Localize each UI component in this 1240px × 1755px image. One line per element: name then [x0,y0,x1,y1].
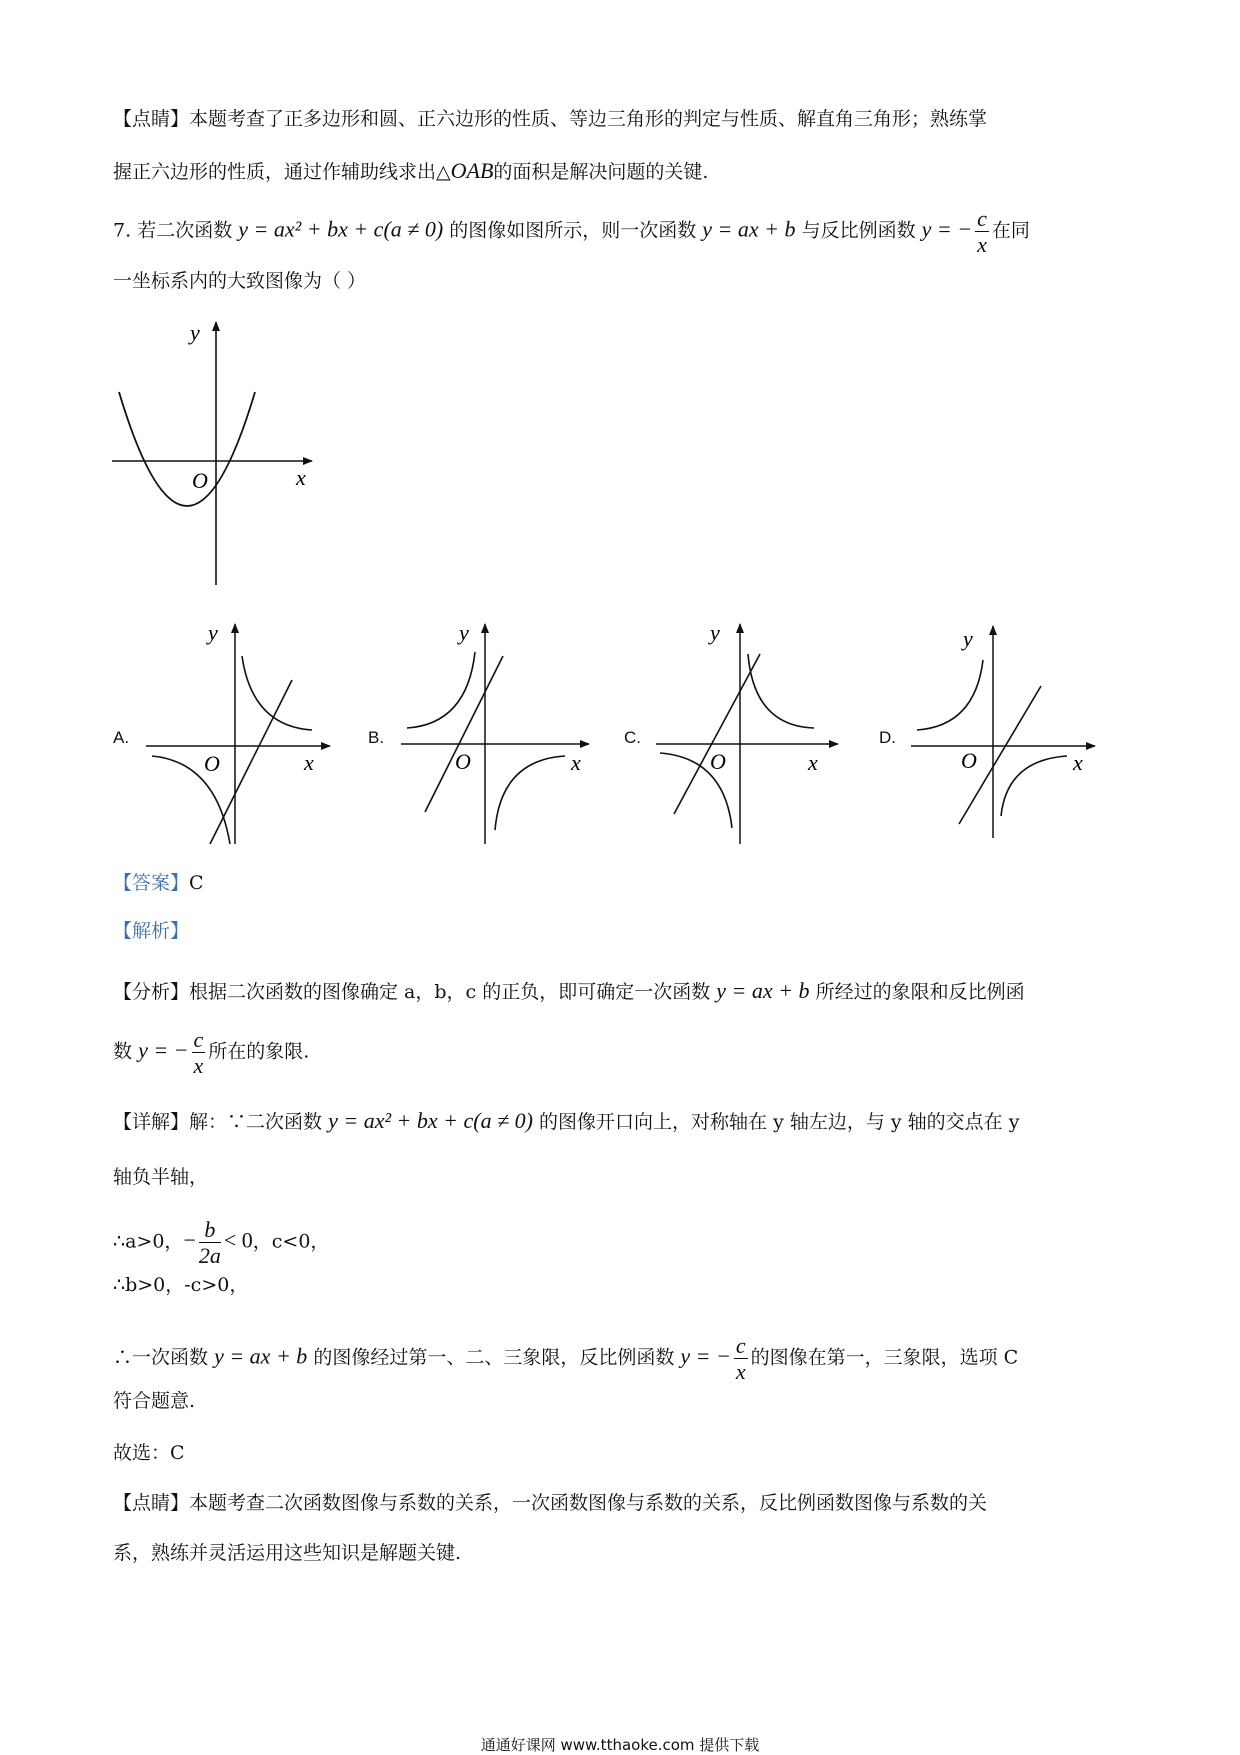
quadratic-condition: (a ≠ 0) [383,216,444,242]
detail-line6: 符合题意. [113,1390,196,1412]
detail-line2: 轴负半轴， [113,1166,209,1188]
option-a-label: A. [113,728,130,747]
hyperbola-branch-q1 [242,656,312,730]
page-footer: 通通好课网 www.tthaoke.com 提供下载 [480,1736,760,1754]
detail-line3a: ∴a>0， [113,1230,184,1253]
linear-equation: y = ax + b [702,216,796,242]
analysis-text4: 所在的象限. [208,1040,310,1063]
answer-tag: 【答案】 [113,872,190,894]
prev-comment-text1: 本题考查了正多边形和圆、正六边形的性质、等边三角形的判定与性质、解直角三角形；熟练掌 [189,108,988,130]
origin-label: O [204,751,220,776]
detail-line5 [113,1334,1133,1383]
y-label: y [208,620,218,645]
question-end: 在同 [991,219,1030,242]
fraction-denominator: x [735,1359,746,1385]
prev-comment-math: OAB [450,158,494,183]
analysis-line2 [113,1028,1133,1077]
x-label: x [296,465,306,490]
detail-text2: 的图像开口向上，对称轴在 y 轴左边，与 y 轴的交点在 y [539,1111,1020,1133]
option-c-graph [650,618,860,848]
detail-line5c: 的图像在第一，三象限，选项 C [750,1346,1019,1369]
question-number: 7. [113,219,132,242]
hyperbola-branch-q2 [407,652,475,728]
analysis-text2: 所经过的象限和反比例函 [815,981,1025,1003]
option-b-graph [395,618,605,848]
detail-line7: 故选：C [113,1442,185,1464]
y-label: y [710,620,720,645]
reciprocal-lhs: y = − [921,216,973,242]
option-a-graph [140,618,340,848]
origin-label: O [710,749,726,774]
comment-tag: 【点睛】 [113,1492,190,1514]
origin-label: O [961,748,977,773]
analysis-text1: 根据二次函数的图像确定 a，b，c 的正负，即可确定一次函数 [189,981,711,1003]
detail-line3b: < 0 [223,1227,253,1253]
prev-comment-text2a: 握正六边形的性质，通过作辅助线求出△ [113,161,451,183]
comment-text1: 本题考查二次函数图像与系数的关系，一次函数图像与系数的关系，反比例函数图像与系数的关 [189,1492,988,1514]
fraction-numerator: c [977,206,987,231]
answer-line [113,874,1133,893]
analysis-text3: 数 [113,1040,133,1063]
analysis-fraction [192,1028,206,1077]
option-b-label: B. [368,728,385,747]
question-mid: 的图像如图所示，则一次函数 [449,219,697,242]
fraction-denominator: x [193,1053,204,1079]
analysis-recip-lhs: y = − [138,1037,189,1063]
analysis-linear-eq: y = ax + b [716,978,810,1003]
x-label: x [1073,750,1083,775]
analysis-line1 [113,980,1133,1002]
fraction-denominator: x [977,232,987,258]
analysis-tag: 【解析】 [113,920,190,942]
detail-line5a: ∴一次函数 [113,1346,209,1369]
parabola-curve [119,392,255,506]
detail-recip-fraction [734,1334,748,1383]
option-c-label: C. [624,728,641,747]
y-label: y [190,320,200,345]
y-label: y [459,620,469,645]
x-label: x [304,750,314,775]
hyperbola-branch-q4 [495,756,565,830]
prev-comment-line2 [113,160,1133,182]
prev-comment-line1 [113,110,1133,129]
hyperbola-branch-q2 [917,660,983,730]
hyperbola-branch-q4 [1001,756,1067,816]
linear-line [674,654,760,814]
reciprocal-fraction [975,207,989,256]
detail-recip-lhs: y = − [680,1343,731,1369]
hyperbola-branch-q1 [748,654,814,728]
detail-line3c: ，c<0， [252,1230,330,1253]
analysis-header [113,922,1133,941]
detail-quadratic-eq: y = ax² + bx + c(a ≠ 0) [328,1108,533,1133]
question-line2: 一坐标系内的大致图像为（ ） [113,270,367,292]
fraction-numerator: c [735,1333,746,1358]
option-d-graph [905,618,1115,848]
fraction-denominator: 2a [198,1243,221,1269]
origin-label: O [455,749,471,774]
x-label: x [571,750,581,775]
prev-comment-tag: 【点睛】 [113,108,190,130]
origin-label: O [192,468,208,493]
question-mid2: 与反比例函数 [801,219,916,242]
detail-line1 [113,1110,1133,1132]
comment-line2: 系，熟练并灵活运用这些知识是解题关键. [113,1542,462,1564]
detail-text1: 解：∵二次函数 [189,1111,323,1133]
detail-linear-eq: y = ax + b [214,1343,308,1369]
option-d-label: D. [879,728,896,747]
x-label: x [808,750,818,775]
comment-line1 [113,1494,1133,1513]
answer-value: C [189,872,204,894]
parabola-graph [100,310,340,600]
quadratic-equation: y = ax² + bx + c [238,216,384,242]
question-line1 [113,207,1133,256]
detail-tag: 【详解】 [113,1111,190,1133]
detail-line3 [113,1218,1133,1267]
fraction-numerator: c [193,1027,204,1052]
detail-line5b: 的图像经过第一、二、三象限，反比例函数 [313,1346,675,1369]
detail-fraction [199,1218,221,1267]
question-intro: 若二次函数 [137,219,233,242]
y-label: y [963,626,973,651]
detail-line4: ∴b>0，-c>0， [113,1274,249,1296]
detail-neg-sign: − [183,1227,196,1253]
linear-line [425,656,503,812]
prev-comment-text2b: 的面积是解决问题的关键. [493,161,709,183]
fraction-numerator: b [199,1218,221,1243]
linear-line [210,680,292,844]
analysis-sub-tag: 【分析】 [113,981,190,1003]
